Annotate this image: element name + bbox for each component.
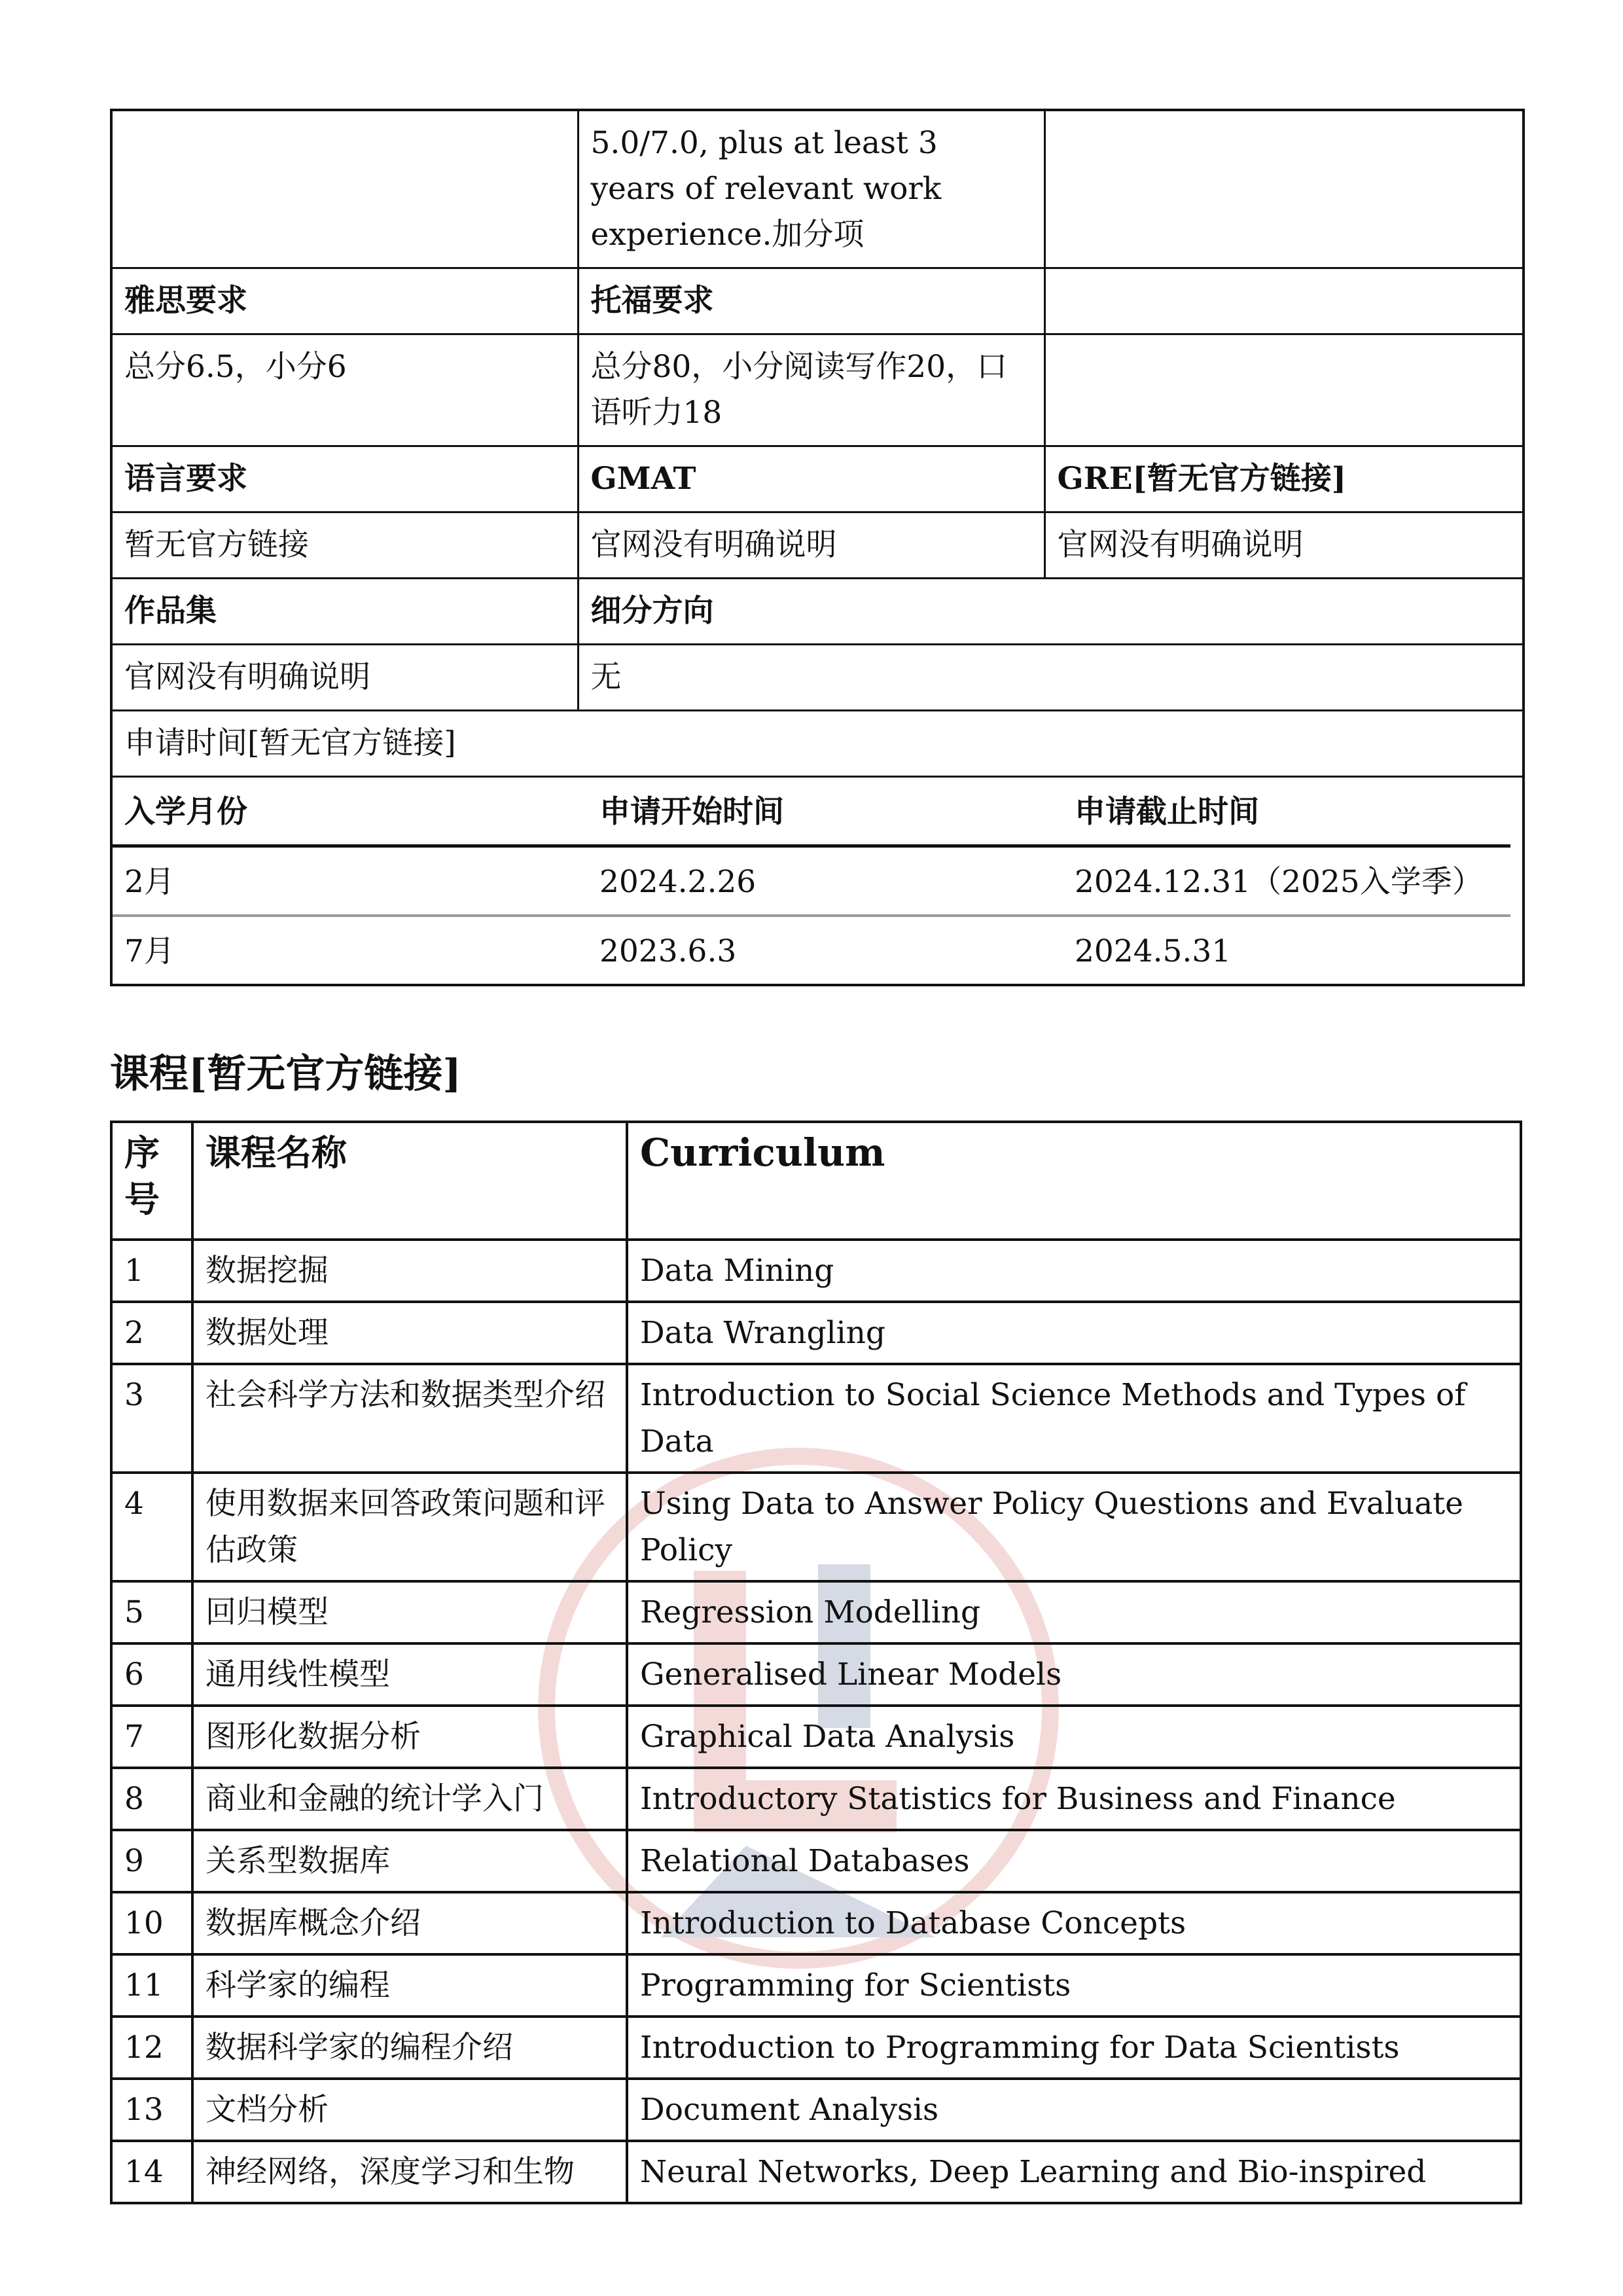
- course-index: 10: [111, 1892, 192, 1954]
- toefl-value: 总分80，小分阅读写作20，口语听力18: [578, 334, 1044, 446]
- deadline: 2024.5.31: [1075, 933, 1232, 969]
- index-column-header: 序号: [111, 1122, 192, 1240]
- course-index: 4: [111, 1473, 192, 1581]
- intake-month: 2月: [113, 846, 588, 916]
- table-cell: [111, 110, 578, 268]
- course-name-en: Regression Modelling: [627, 1581, 1521, 1643]
- portfolio-value: 官网没有明确说明: [111, 645, 578, 711]
- course-name-en: Relational Databases: [627, 1830, 1521, 1892]
- course-index: 9: [111, 1830, 192, 1892]
- gre-value: 官网没有明确说明: [1044, 512, 1524, 579]
- admission-requirements-table: [110, 109, 1525, 986]
- start-date: 2023.6.3: [599, 933, 737, 969]
- table-row: [111, 1643, 1521, 1706]
- table-row: [111, 1954, 1521, 2017]
- course-index: 6: [111, 1643, 192, 1706]
- course-name-cn: 社会科学方法和数据类型介绍: [192, 1364, 627, 1473]
- table-header-row: [111, 1122, 1521, 1240]
- course-index: 13: [111, 2079, 192, 2141]
- table-row: [111, 2079, 1521, 2141]
- course-name-en: Data Wrangling: [627, 1302, 1521, 1364]
- course-index: 5: [111, 1581, 192, 1643]
- table-cell: [1044, 110, 1524, 268]
- course-name-cn: 科学家的编程: [192, 1954, 627, 2017]
- table-row: [111, 2017, 1521, 2079]
- course-name-cn: 图形化数据分析: [192, 1706, 627, 1768]
- language-header: 语言要求: [111, 446, 578, 512]
- table-row: [111, 268, 1524, 334]
- courses-section-title: 课程[暂无官方链接]: [110, 1051, 461, 1097]
- intake-row: [113, 916, 1510, 984]
- intake-month-header: 入学月份: [113, 778, 588, 846]
- course-name-en: Using Data to Answer Policy Questions and Evaluate Policy: [627, 1473, 1521, 1581]
- course-index: 8: [111, 1768, 192, 1830]
- course-index: 12: [111, 2017, 192, 2079]
- table-cell: [1044, 268, 1524, 334]
- course-name-en: Neural Networks, Deep Learning and Bio-inspired: [627, 2141, 1521, 2203]
- intake-header-row: [113, 778, 1510, 846]
- course-name-cn: 通用线性模型: [192, 1643, 627, 1706]
- deadline-header: 申请截止时间: [1063, 778, 1510, 846]
- gmat-header: GMAT: [578, 446, 1044, 512]
- course-name-en: Data Mining: [627, 1240, 1521, 1302]
- course-name-en: Generalised Linear Models: [627, 1643, 1521, 1706]
- table-row: [111, 579, 1524, 645]
- table-row: [111, 1581, 1521, 1643]
- table-row: [111, 512, 1524, 579]
- table-row: [111, 1706, 1521, 1768]
- table-row: [111, 1364, 1521, 1473]
- language-value: 暂无官方链接: [111, 512, 578, 579]
- course-name-column-header: 课程名称: [192, 1122, 627, 1240]
- ielts-header: 雅思要求: [111, 268, 578, 334]
- table-row: [111, 1892, 1521, 1954]
- course-name-cn: 商业和金融的统计学入门: [192, 1768, 627, 1830]
- course-rows: [111, 1240, 1521, 2203]
- course-index: 14: [111, 2141, 192, 2203]
- course-name-cn: 神经网络，深度学习和生物: [192, 2141, 627, 2203]
- direction-value: 无: [578, 645, 1524, 711]
- intake-month: 7月: [124, 933, 175, 969]
- table-row: [111, 334, 1524, 446]
- table-row: [111, 446, 1524, 512]
- gmat-value: 官网没有明确说明: [578, 512, 1044, 579]
- portfolio-header: 作品集: [111, 579, 578, 645]
- work-experience-note: 5.0/7.0, plus at least 3 years of relevant work experience.加分项: [578, 110, 1044, 268]
- intake-dates-table: [113, 778, 1510, 984]
- intake-row: [113, 846, 1510, 916]
- table-row: [111, 645, 1524, 711]
- course-name-cn: 文档分析: [192, 2079, 627, 2141]
- direction-header: 细分方向: [578, 579, 1524, 645]
- course-name-cn: 使用数据来回答政策问题和评估政策: [192, 1473, 627, 1581]
- course-index: 1: [111, 1240, 192, 1302]
- course-index: 2: [111, 1302, 192, 1364]
- start-date: 2024.2.26: [588, 846, 1063, 916]
- course-name-en: Graphical Data Analysis: [627, 1706, 1521, 1768]
- table-row: [111, 110, 1524, 268]
- deadline: 2024.12.31（2025入学季）: [1063, 846, 1510, 916]
- course-name-cn: 回归模型: [192, 1581, 627, 1643]
- ielts-value: 总分6.5，小分6: [111, 334, 578, 446]
- table-row: [111, 2141, 1521, 2203]
- table-row: [111, 1240, 1521, 1302]
- curriculum-column-header: Curriculum: [627, 1122, 1521, 1240]
- application-time-label: 申请时间[暂无官方链接]: [111, 711, 1524, 777]
- course-name-en: Introduction to Programming for Data Scientists: [627, 2017, 1521, 2079]
- table-row: [111, 777, 1524, 986]
- start-date-header: 申请开始时间: [588, 778, 1063, 846]
- toefl-header: 托福要求: [578, 268, 1044, 334]
- course-name-en: Introduction to Social Science Methods and Types of Data: [627, 1364, 1521, 1473]
- course-name-en: Programming for Scientists: [627, 1954, 1521, 2017]
- intake-container: [111, 777, 1524, 986]
- table-row: [111, 711, 1524, 777]
- course-name-cn: 数据处理: [192, 1302, 627, 1364]
- table-row: [111, 1302, 1521, 1364]
- course-index: 11: [111, 1954, 192, 2017]
- course-name-cn: 数据科学家的编程介绍: [192, 2017, 627, 2079]
- course-name-en: Introduction to Database Concepts: [627, 1892, 1521, 1954]
- table-row: [111, 1768, 1521, 1830]
- course-list-table: [110, 1121, 1522, 2204]
- course-index: 7: [111, 1706, 192, 1768]
- course-index: 3: [111, 1364, 192, 1473]
- table-row: [111, 1830, 1521, 1892]
- course-name-en: Document Analysis: [627, 2079, 1521, 2141]
- course-name-en: Introductory Statistics for Business and Finance: [627, 1768, 1521, 1830]
- course-name-cn: 数据挖掘: [192, 1240, 627, 1302]
- table-cell: [1044, 334, 1524, 446]
- table-row: [111, 1473, 1521, 1581]
- course-name-cn: 关系型数据库: [192, 1830, 627, 1892]
- gre-header: GRE[暂无官方链接]: [1044, 446, 1524, 512]
- course-name-cn: 数据库概念介绍: [192, 1892, 627, 1954]
